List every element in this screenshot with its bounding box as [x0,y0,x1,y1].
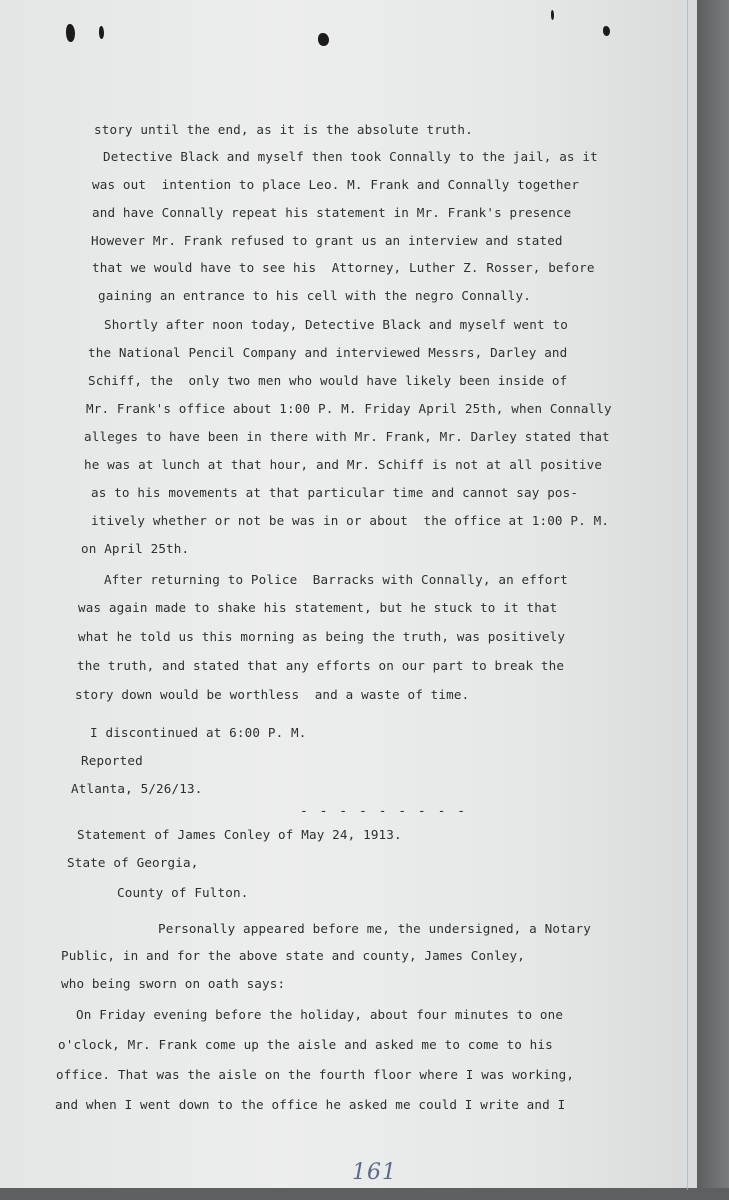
text-line: Public, in and for the above state and county, James Conley, [61,948,525,963]
text-line: story down would be worthless and a waste of time. [75,687,470,702]
text-line: that we would have to see his Attorney, Luther Z. Rosser, before [92,260,595,275]
text-line: office. That was the aisle on the fourth floor where I was working, [56,1067,575,1082]
text-line: story until the end, as it is the absolute truth. [94,122,473,137]
text-line: gaining an entrance to his cell with the negro Connally. [98,288,531,303]
text-line: Schiff, the only two men who would have likely been inside of [88,373,568,388]
margin-rule [687,0,688,1190]
section-separator: - - - - - - - - - [300,804,468,819]
text-line: and when I went down to the office he asked me could I write and I [55,1097,566,1112]
text-line: State of Georgia, [67,855,199,870]
punch-hole [66,24,75,42]
text-line: who being sworn on oath says: [61,976,286,991]
text-line: Detective Black and myself then took Connally to the jail, as it [103,149,598,164]
punch-hole [318,33,329,46]
text-line: was out intention to place Leo. M. Frank and Connally together [92,177,580,192]
text-line: County of Fulton. [117,885,249,900]
punch-hole [551,10,554,20]
text-line: o'clock, Mr. Frank come up the aisle and asked me to come to his [58,1037,553,1052]
text-line: on April 25th. [81,541,190,556]
text-line: alleges to have been in there with Mr. Frank, Mr. Darley stated that [84,429,610,444]
text-line: However Mr. Frank refused to grant us an interview and stated [91,233,563,248]
text-line: he was at lunch at that hour, and Mr. Schiff is not at all positive [84,457,603,472]
text-line: as to his movements at that particular time and cannot say pos- [91,485,579,500]
text-line: On Friday evening before the holiday, about four minutes to one [76,1007,564,1022]
text-line: Personally appeared before me, the undersigned, a Notary [158,921,591,936]
text-line: Reported [81,753,143,768]
text-line: Statement of James Conley of May 24, 1913. [77,827,402,842]
text-line: itively whether or not be was in or about the office at 1:00 P. M. [91,513,610,528]
text-line: and have Connally repeat his statement in Mr. Frank's presence [92,205,572,220]
text-line: was again made to shake his statement, but he stuck to it that [78,600,558,615]
text-line: Shortly after noon today, Detective Black and myself went to [104,317,568,332]
page-number: 161 [352,1160,397,1185]
text-line: I discontinued at 6:00 P. M. [90,725,307,740]
text-line: Mr. Frank's office about 1:00 P. M. Friday April 25th, when Connally [86,401,612,416]
text-line: what he told us this morning as being the truth, was positively [78,629,566,644]
text-line: Atlanta, 5/26/13. [71,781,203,796]
text-line: After returning to Police Barracks with Connally, an effort [104,572,568,587]
punch-hole [99,26,104,39]
punch-hole [603,26,610,36]
background-edge [697,0,729,1200]
background-bottom [0,1188,729,1200]
text-line: the truth, and stated that any efforts on our part to break the [77,658,565,673]
text-line: the National Pencil Company and interviewed Messrs, Darley and [88,345,568,360]
